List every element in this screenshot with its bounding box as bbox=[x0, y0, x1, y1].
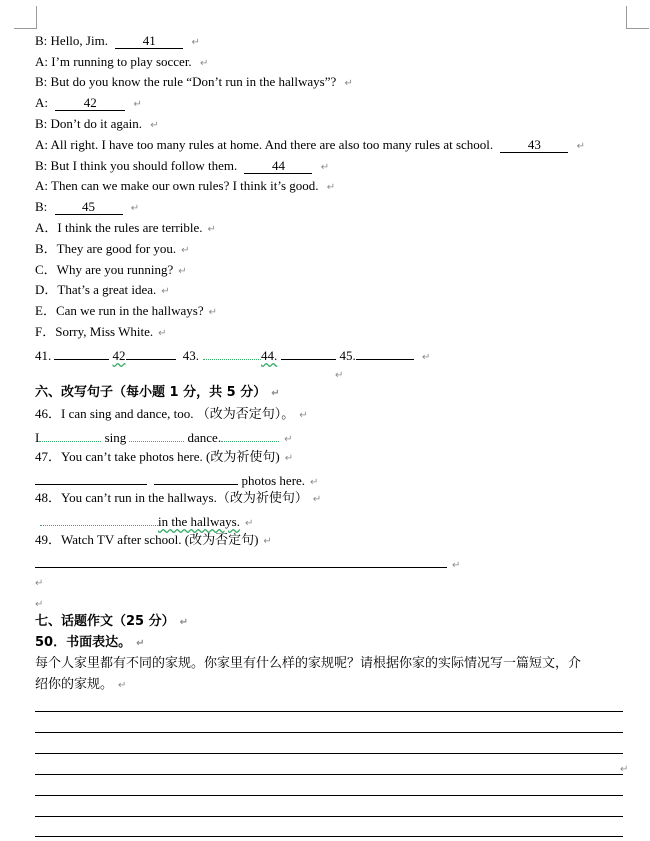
answer-blank-44[interactable] bbox=[281, 345, 336, 360]
answer-blank-41[interactable] bbox=[54, 345, 109, 360]
answer-49 bbox=[35, 553, 460, 574]
dialogue-line-42: A: 42 ↵ bbox=[35, 95, 142, 110]
option-b: B．They are good for you. ↵ bbox=[35, 241, 190, 256]
paragraph-mark: ↵ bbox=[191, 37, 200, 48]
empty-paragraph bbox=[330, 366, 343, 384]
option-a: A．I think the rules are terrible. ↵ bbox=[35, 220, 216, 235]
paragraph-mark: ↵ bbox=[312, 494, 322, 505]
option-c: C．Why are you running? ↵ bbox=[35, 262, 187, 277]
paragraph-mark: ↵ bbox=[310, 477, 319, 488]
answer-blank-42[interactable] bbox=[126, 345, 176, 360]
answer-46-blank-1[interactable] bbox=[39, 427, 101, 442]
blank-43[interactable]: 43 bbox=[500, 138, 568, 153]
paragraph-mark: ↵ bbox=[620, 764, 629, 775]
page-corner-top-left bbox=[14, 6, 37, 29]
paragraph-mark: ↵ bbox=[299, 410, 308, 421]
paragraph-mark: ↵ bbox=[576, 141, 586, 152]
paragraph-mark: ↵ bbox=[133, 99, 142, 110]
answer-48: in the hallways. ↵ bbox=[40, 511, 253, 532]
paragraph-mark: ↵ bbox=[130, 203, 140, 214]
writing-line[interactable] bbox=[35, 836, 623, 837]
question-50: 50．书面表达。 ↵ bbox=[35, 635, 145, 650]
paragraph-mark: ↵ bbox=[136, 638, 145, 649]
answer-blank-45[interactable] bbox=[356, 345, 414, 360]
answer-49-blank[interactable] bbox=[35, 553, 447, 568]
paragraph-mark: ↵ bbox=[244, 518, 254, 529]
blank-42[interactable]: 42 bbox=[55, 96, 125, 111]
writing-line[interactable] bbox=[35, 774, 623, 775]
answer-46-blank-3[interactable] bbox=[221, 427, 279, 442]
paragraph-mark: ↵ bbox=[181, 245, 190, 256]
option-d: D．That’s a great idea. ↵ bbox=[35, 282, 170, 297]
writing-prompt-line-2: 绍你的家规。 ↵ bbox=[35, 677, 127, 692]
question-49: 49．Watch TV after school. (改为否定句) ↵ bbox=[35, 532, 272, 547]
answer-47: photos here. ↵ bbox=[35, 470, 318, 491]
writing-line[interactable] bbox=[35, 711, 623, 712]
dialogue-line-41: B: Hello, Jim. 41 ↵ bbox=[35, 33, 200, 48]
paragraph-mark: ↵ bbox=[452, 560, 461, 571]
answer-46-blank-2[interactable] bbox=[129, 427, 184, 442]
paragraph-mark: ↵ bbox=[284, 434, 293, 445]
empty-paragraph bbox=[35, 574, 43, 592]
page-corner-top-right bbox=[626, 6, 649, 29]
paragraph-mark: ↵ bbox=[207, 224, 216, 235]
option-f: F．Sorry, Miss White. ↵ bbox=[35, 324, 167, 339]
paragraph-mark: ↵ bbox=[161, 286, 170, 297]
paragraph-mark: ↵ bbox=[263, 536, 272, 547]
blank-44[interactable]: 44 bbox=[244, 159, 312, 174]
paragraph-mark: ↵ bbox=[158, 328, 167, 339]
question-48: 48．You can’t run in the hallways.（改为祈使句） ↵ bbox=[35, 490, 322, 505]
option-e: E．Can we run in the hallways? ↵ bbox=[35, 303, 217, 318]
section-seven-heading: 七、话题作文（25 分） ↵ bbox=[35, 614, 189, 629]
writing-line[interactable] bbox=[35, 753, 623, 754]
paragraph-mark: ↵ bbox=[326, 182, 336, 193]
paragraph-mark: ↵ bbox=[199, 58, 209, 69]
answer-46: I sing dance. ↵ bbox=[35, 427, 292, 448]
writing-prompt-line-1: 每个人家里都有不同的家规。你家里有什么样的家规呢？请根据你家的实际情况写一篇短文，介 bbox=[35, 656, 582, 671]
paragraph-mark: ↵ bbox=[179, 617, 189, 628]
dialogue-line-3: B: But do you know the rule “Don’t run in the hallways”? ↵ bbox=[35, 74, 353, 89]
dialogue-line-5: B: Don’t do it again. ↵ bbox=[35, 116, 159, 131]
paragraph-mark: ↵ bbox=[284, 453, 294, 464]
dialogue-line-2: A: I’m running to play soccer. ↵ bbox=[35, 54, 209, 69]
answer-47-blank-1[interactable] bbox=[35, 470, 147, 485]
question-47: 47．You can’t take photos here. (改为祈使句) ↵ bbox=[35, 449, 294, 464]
paragraph-mark: ↵ bbox=[178, 266, 187, 277]
answer-row: 41. 42 43. 44. 45. ↵ bbox=[35, 345, 430, 366]
paragraph-mark: ↵ bbox=[335, 370, 344, 381]
blank-41[interactable]: 41 bbox=[115, 34, 183, 49]
paragraph-mark: ↵ bbox=[35, 578, 44, 589]
paragraph-mark: ↵ bbox=[422, 352, 431, 363]
paragraph-mark: ↵ bbox=[271, 388, 280, 399]
paragraph-mark: ↵ bbox=[150, 120, 159, 131]
paragraph-mark: ↵ bbox=[118, 680, 127, 691]
dialogue-line-8: A: Then can we make our own rules? I think it’s good. ↵ bbox=[35, 178, 336, 193]
writing-line[interactable] bbox=[35, 795, 623, 796]
paragraph-mark: ↵ bbox=[35, 599, 44, 610]
blank-45[interactable]: 45 bbox=[55, 200, 123, 215]
writing-line[interactable] bbox=[35, 816, 623, 817]
paragraph-mark: ↵ bbox=[320, 162, 330, 173]
dialogue-line-43: A: All right. I have too many rules at home. And there are also too many rules at school. 43 ↵ bbox=[35, 137, 586, 152]
section-six-heading: 六、改写句子（每小题 1 分，共 5 分） ↵ bbox=[35, 385, 280, 400]
answer-47-blank-2[interactable] bbox=[154, 470, 238, 485]
writing-line[interactable] bbox=[35, 732, 623, 733]
dialogue-line-44: B: But I think you should follow them. 44 ↵ bbox=[35, 158, 330, 173]
dialogue-line-45: B: 45 ↵ bbox=[35, 199, 140, 214]
empty-paragraph bbox=[35, 595, 43, 613]
answer-48-blank[interactable] bbox=[40, 511, 158, 526]
question-46: 46．I can sing and dance, too. （改为否定句）。 ↵ bbox=[35, 406, 308, 421]
answer-blank-43[interactable] bbox=[203, 345, 261, 360]
paragraph-mark: ↵ bbox=[208, 307, 217, 318]
paragraph-mark: ↵ bbox=[344, 78, 353, 89]
